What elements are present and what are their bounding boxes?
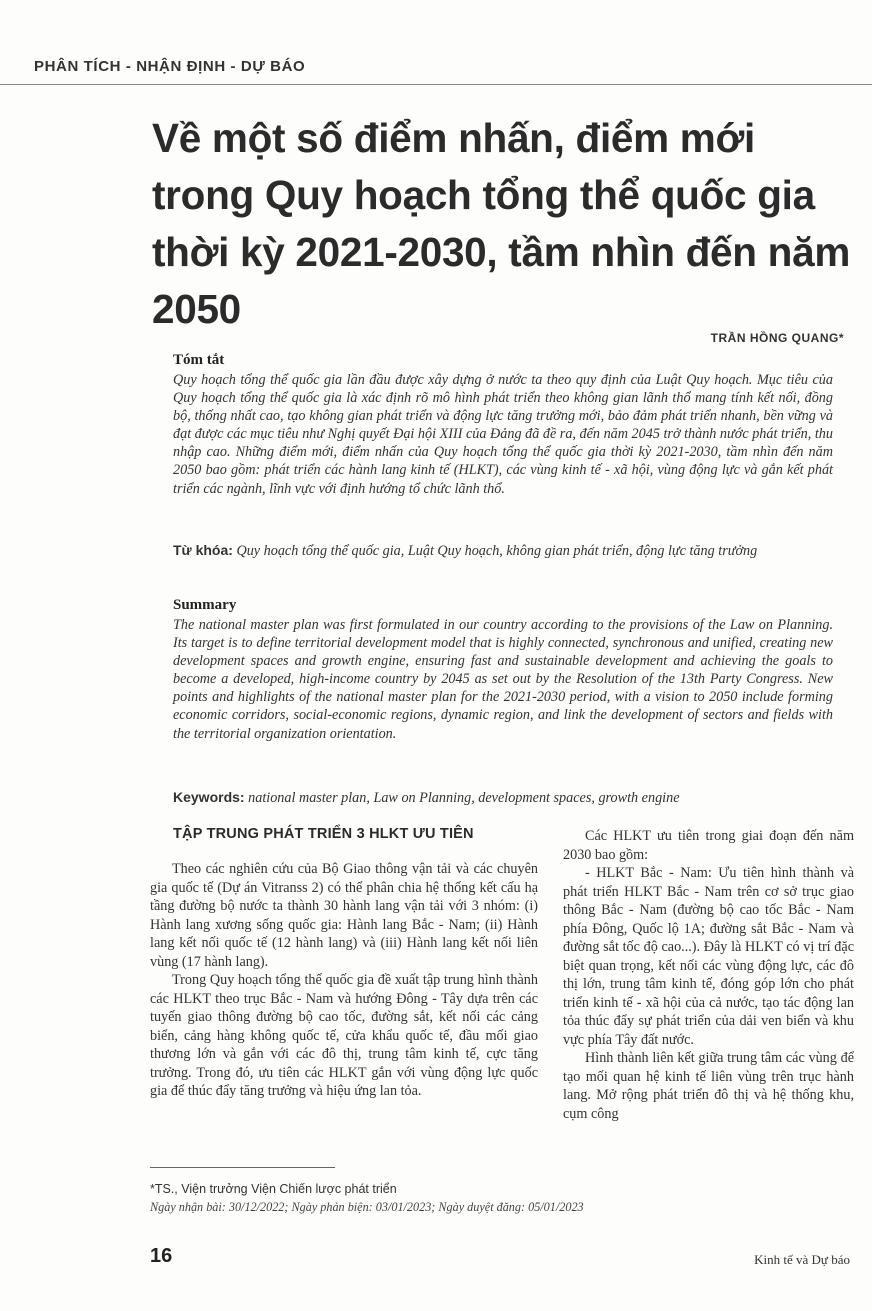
abstract-body: Quy hoạch tổng thể quốc gia lần đầu được xây dựng ở nước ta theo quy định của Luật Quy hoạch. Mục tiêu của Quy hoạch tổng thể quốc gia là xác định rõ mô hình phát triển theo không gian lãnh thổ mang tính kết nối, đồng bộ, thống nhất cao, tạo không gian phát triển và động lực tăng trưởng mới, bảo đảm phát triển nhanh, bền vững và đạt được các mục tiêu như Nghị quyết Đại hội XIII của Đảng đã đề ra, đến năm 2045 trở thành nước phát triển, thu nhập cao. Những điểm mới, điểm nhấn của Quy hoạch tổng thể quốc gia thời kỳ 2021-2030, tầm nhìn đến năm 2050 bao gồm: phát triển các hành lang kinh tế (HLKT), các vùng kinh tế - xã hội, vùng động lực và gắn kết phát triển các ngành, lĩnh vực với định hướng tổ chức lãnh thổ. [173,372,833,497]
keywords-vi-label: Từ khóa: [173,542,233,558]
summary-heading: Summary [173,597,237,613]
article-dates: Ngày nhận bài: 30/12/2022; Ngày phản biện: 03/01/2023; Ngày duyệt đăng: 05/01/2023 [150,1200,584,1214]
keywords-vi-text: Quy hoạch tổng thể quốc gia, Luật Quy hoạch, không gian phát triển, động lực tăng trưởng [236,543,758,559]
page-number: 16 [150,1245,173,1267]
article-title: Về một số điểm nhấn, điểm mới trong Quy hoạch tổng thể quốc gia thời kỳ 2021-2030, tầm nhìn đến năm 2050 [152,115,851,332]
footnote-divider [150,1167,335,1168]
keywords-en [173,788,833,807]
section-header: PHÂN TÍCH - NHẬN ĐỊNH - DỰ BÁO [34,58,306,75]
author-name: TRẦN HỒNG QUANG* [710,331,844,345]
paragraph: Theo các nghiên cứu của Bộ Giao thông vận tải và các chuyên gia quốc tế (Dự án Vitranss 2) có thể phân chia hệ thống kết cấu hạ tầng đường bộ nước ta thành 30 hành lang vận tải với 3 nhóm: (i) Hành lang xương sống quốc gia: Hành lang Bắc - Nam; (ii) Hành lang kết nối quốc tế (12 hành lang) và (iii) Hành lang kết nối liên vùng (17 hành lang). [150,861,538,970]
keywords-en-text: national master plan, Law on Planning, development spaces, growth engine [248,790,680,806]
body-column-right [563,827,854,1123]
summary-body: The national master plan was first formulated in our country according to the provisions of the Law on Planning. Its target is to define territorial development model that is highly connected, synchronous and unified, creating new development spaces and growth engine, ensuring fast and sustainable development and achieving the goals to become a developed, high-income country by 2045 as set out by the Resolution of the 13th Party Congress. New points and highlights of the national master plan for the 2021-2030 period, with a vision to 2050 include forming economic corridors, social-economic regions, dynamic region, and link the development of sectors and fields with the territorial organization orientation. [173,617,833,742]
keywords-vi [173,541,833,560]
body-column-left [150,860,538,1101]
footnote: *TS., Viện trưởng Viện Chiến lược phát triển [150,1182,397,1196]
header-divider [0,84,872,85]
abstract-heading: Tóm tắt [173,352,225,368]
journal-name: Kinh tế và Dự báo [754,1252,850,1267]
paragraph: - HLKT Bắc - Nam: Ưu tiên hình thành và phát triển HLKT Bắc - Nam trên cơ sở trục giao thông Bắc - Nam (đường bộ cao tốc Bắc - Nam phía Đông, Quốc lộ 1A; đường sắt Bắc - Nam và đường sắt tốc độ cao...). Đây là HLKT có vị trí đặc biệt quan trọng, kết nối các vùng động lực, các đô thị lớn, trung tâm kinh tế, đóng góp lớn cho phát triển kinh tế - xã hội của cả nước, tạo tác động lan tỏa thúc đẩy sự phát triển của dải ven biển và khu vực phía Tây đất nước. [563,865,854,1048]
keywords-en-label: Keywords: [173,789,245,805]
paragraph: Trong Quy hoạch tổng thể quốc gia đề xuất tập trung hình thành các HLKT theo trục Bắc - Nam và hướng Đông - Tây dựa trên các tuyến giao thông đường bộ cao tốc, đường sắt, kết nối các cảng biển, cảng hàng không quốc tế, cửa khẩu quốc tế, đầu mối giao thương lớn và gắn với các đô thị, trung tâm kinh tế, cực tăng trưởng. Trong đó, ưu tiên các HLKT gắn với vùng động lực quốc gia để thúc đẩy tăng trưởng và hiệu ứng lan tỏa. [150,972,538,1099]
paragraph: Hình thành liên kết giữa trung tâm các vùng để tạo mối quan hệ kinh tế liên vùng trên trục hành lang. Mở rộng phát triển đô thị và hệ thống khu, cụm công [563,1050,854,1122]
paragraph: Các HLKT ưu tiên trong giai đoạn đến năm 2030 bao gồm: [563,828,854,863]
section-title: TẬP TRUNG PHÁT TRIỂN 3 HLKT ƯU TIÊN [173,826,474,842]
